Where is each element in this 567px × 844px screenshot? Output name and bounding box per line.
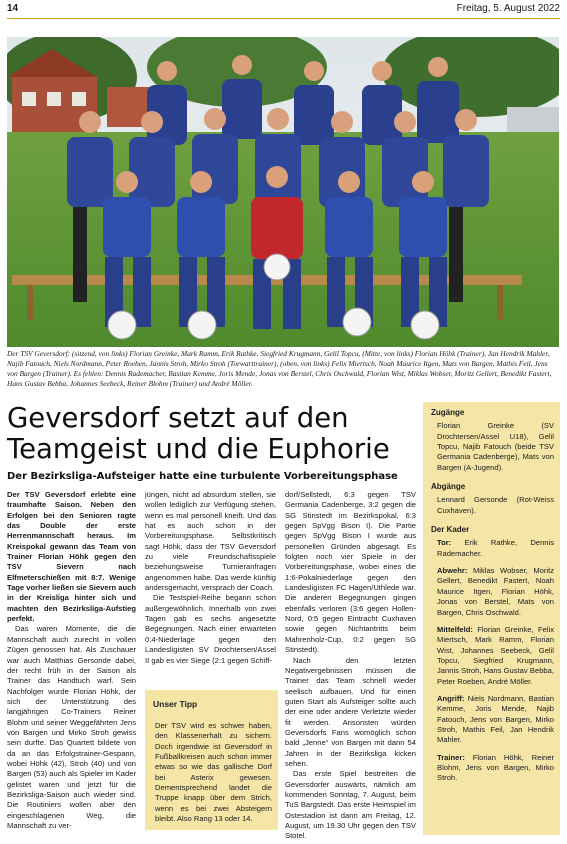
article-column-1 — [7, 490, 136, 831]
page-header — [7, 3, 560, 17]
issue-date: Freitag, 5. August 2022 — [456, 3, 560, 14]
sidebar-text: Lennard Gersonde (Rot-Weiss Cuxhaven). — [437, 495, 554, 515]
article-column-2 — [145, 490, 276, 666]
position-players: Erik Rathke, Dennis Rademacher. — [437, 538, 554, 558]
tip-box — [145, 690, 278, 830]
squad-coaches — [431, 753, 554, 784]
tip-title: Unser Tipp — [153, 699, 198, 709]
article-paragraph: Das erste Spiel bestreiten die Geversdorfer auswärts, nämlich am kommenden Sonntag, 7. August, beim TuS Bargstedt. Das erste Heimspiel im Ostestadion ist dann am Freitag, 12. August, um 19.30 Uhr gegen den TSV Stotel. — [285, 769, 416, 841]
article-paragraph: dorf/Sellstedt, 6:3 gegen TSV Germania Cadenberge, 3:2 gegen die SG Stinstedt im Bezirkspokal, 6:3 gegen SpVgg Bison I). Die Partie gegen SpVgg Bison I wurde aus personellen Gründen abgesagt. Es folgten noch vier Spiele in der Vorbereitungsphase, wobei eines die 1:6-Pokalniederlage gegen den Landesligisten FC Hagen/Uthlede war. Die anderen Begegnungen gingen ebenfalls verloren (3:6 gegen Hollen-Nord, 0:5 gegen Eintracht Cuxhaven sowie gegen Nichtantritts beim Mahrenholz-Cup, 0:2 gegen SG Stinstedt). — [285, 490, 416, 655]
article-paragraph: Das waren Momente, die die Mannschaft auch zurecht in vollen Zügen genossen hat. Als Zuschauer war auch Matthias Gersonde dabei, der recht früh in der Saison als Trainer das Handtuch warf. Sein Nachfolger wurde Florian Höhk, der sich der Unterstützung des langjährigen Co-Trainers Reiner Blohm und seiner Weggefährten Jens von Bargen und Mirko Stroh gewiss sein durfte. Das Quartett bildete von da an das Erfolgstrainer-Gespann, wobei Höhk (42), Stroh (40) und von Bargen (53) auch als Spieler im Kader gelistet waren und jetzt für die Bezirksliga-Saison auch wieder sind. Die Routiniers wollen aber den eingeschlagenen Weg, die Mannschaft zu ver- — [7, 624, 136, 830]
article-column-3 — [285, 490, 416, 842]
article-paragraph: jüngen, nicht ad absurdum stellen, sie wollen lediglich zur Verfügung stehen, wenn es mal personell kneift. Und das hat es auch schon in der Vorbereitungsphase. Selbstkritisch sagt Höhk, dass der TSV Geversdorf zu viele Freundschaftsspiele beziehungsweise Turnieranfragen angenommen habe. Das werde künftig andersgemacht, versprach der Coach. — [145, 490, 276, 593]
transfers-out — [431, 482, 554, 516]
photo-caption: Der TSV Geversdorf: (sitzend, von links) Florian Greinke, Mark Ramm, Erik Rathke, Siegfried Krugmann, Gelil Topcu, (Mitte, von links) Florian Höhk (Trainer), Jan Hendrik Mahler, Najib Fatouch, Niels Nordmann, Peter Roeben, Jannis Stroh, Mirko Stroh (Torwarttrainer), (oben, von links) Felix Miertsch, Noah Maurice Itgen, Mats von Bargen, Mathis Feil, Jens von Bargen (Trainer). Es fehlen: Dennis Rademacher, Bastian Kemme, Joris Mende, Jonas von Berstel, Chris Oschwald, Florian Wist, Miklas Wobser, Moritz Gellert, Benedikt Fastert, Hans Gustav Bebba, Johannes Seebeck, Reiner Blohm (Trainer) und André Möller. — [7, 349, 552, 388]
sidebar-text: Florian Greinke (SV Drochtersen/Assel U18), Gelil Topcu, Najib Fatouch (beide TSV Germania Cadenberge), Mats von Bargen (A-Jugend). — [437, 421, 554, 472]
squad-list — [431, 525, 554, 784]
sidebar-heading: Der Kader — [431, 525, 470, 535]
squad-sidebar — [423, 402, 560, 835]
team-photo — [7, 37, 559, 347]
squad-forwards — [431, 694, 554, 746]
position-label: Abwehr: — [437, 566, 468, 576]
transfers-in — [431, 408, 554, 473]
article-subhead: Der Bezirksliga-Aufsteiger hatte eine turbulente Vorbereitungsphase — [7, 471, 398, 482]
tip-text: Der TSV wird es schwer haben, den Klassenerhalt zu sichern. Doch irgendwie ist Geversdorf in Fußballkreisen auch schon immer etwas so wie das gallische Dorf bei Asterix gewesen. Dementsprechend landet die Truppe knapp über dem Strich, wenn es bei zwei Absteigern bleibt. Also Rang 13 oder 14. — [155, 721, 272, 824]
position-players: Florian Greinke, Felix Miertsch, Mark Ramm, Florian Wist, Johannes Seebeck, Gelil Topcu, Siegfried Krugmann, Jannis Stroh, Hans Gustav Bebba, Peter Roeben, André Möller. — [437, 624, 554, 686]
sidebar-heading: Zugänge — [431, 408, 465, 417]
squad-goalkeepers — [431, 538, 554, 559]
position-label: Trainer: — [437, 752, 465, 762]
page-number: 14 — [7, 3, 19, 14]
header-rule — [7, 18, 560, 19]
squad-defenders — [431, 566, 554, 618]
squad-midfielders — [431, 625, 554, 687]
article-lead: Der TSV Geversdorf erlebte eine traumhafte Saison. Neben den Erfolgen bei den Senioren ragte das Double der erste Herrenmannschaft heraus. Im Kreispokal gewann das Team von Trainer Florian Höhk gegen den TSV Sievern nach Elfmeterschießen mit 8:7. Wenige Tage vorher ließen sie Sievern auch in der Kreisliga hinter sich und machten den Bezirksliga-Aufstieg perfekt. — [7, 490, 137, 624]
article-paragraph: Die Testspiel-Reihe begann schon außergewöhnlich. Innerhalb von zwei Tagen gab es sechs angesetzte Begegnungen. Nach einer erwarteten 0:4-Niederlage gegen den Landesligisten SV Drochtersen/Assel II gab es vier Siege (2:1 gegen Schiff- — [145, 593, 276, 665]
position-label: Tor: — [437, 538, 452, 548]
team-photo-image — [7, 37, 559, 347]
position-players: Miklas Wobser, Moritz Gellert, Benedikt Fastert, Noah Maurice Itgen, Florian Höhk, Jonas von Berstel, Mats von Bargen, Chris Oschwald. — [437, 566, 554, 617]
position-label: Mittelfeld: — [437, 624, 473, 634]
article-paragraph: Nach den letzten Negativergebnissen müssen die Trainer das Team schnell wieder seelisch aufbauen. Und für einen guten Start als Aufsteiger sollte auch der eine oder andere Verletzte wieder fit werden. Ansonsten würden Geversdorfs Fans womöglich schon bald „Jenne“ von Bargen mit dann 54 Jahren in der Bezirksliga kicken sehen. — [285, 655, 416, 768]
position-players: Niels Nordmann, Bastian Kemme, Joris Mende, Najib Fatouch, Jens von Bargen, Mirko Stroh, Mathis Feil, Jan Hendrik Mahler. — [437, 693, 554, 745]
position-players: Florian Höhk, Reiner Blohm, Jens von Bargen, Mirko Stroh. — [437, 752, 554, 783]
article-headline: Geversdorf setzt auf den Teamgeist und die Euphorie — [7, 402, 390, 465]
position-label: Angriff: — [437, 693, 465, 703]
sidebar-heading: Abgänge — [431, 482, 466, 492]
